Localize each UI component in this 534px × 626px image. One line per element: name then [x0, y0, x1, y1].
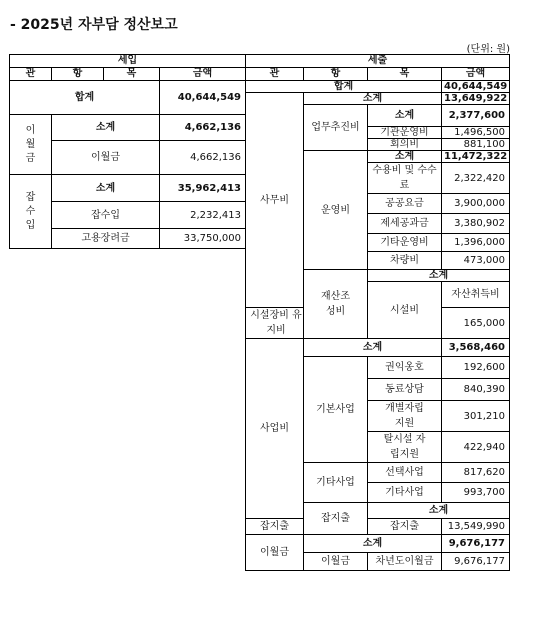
col-hang: 항: [52, 68, 104, 81]
office-subtotal-label: 소계: [304, 93, 442, 105]
col-gwan: 관: [246, 68, 304, 81]
income-subsidy-amount: 33,750,000: [160, 229, 246, 249]
asset-item: 자산취득비: [442, 282, 510, 308]
income-misc-subtotal: 35,962,413: [160, 175, 246, 202]
asset-item-amount: 165,000: [442, 308, 510, 339]
op-item-amount: 3,900,000: [442, 194, 510, 214]
income-misc-subtotal-label: 소계: [52, 175, 160, 202]
other-item: 기타사업: [368, 483, 442, 503]
income-carry-subtotal-label: 소계: [52, 115, 160, 141]
op-item: 기타운영비: [368, 234, 442, 252]
income-misc-gwan: 잡수입: [10, 175, 52, 249]
report-title: - 2025년 자부담 정산보고: [10, 17, 178, 33]
op-hang: 운영비: [304, 151, 368, 270]
income-carry-subtotal: 4,662,136: [160, 115, 246, 141]
misc-subtotal-label: 소계: [368, 503, 510, 519]
biz-subtotal-label: 소계: [368, 105, 442, 127]
carry-subtotal-label: 소계: [304, 535, 442, 553]
expense-total-amount: 40,644,549: [442, 81, 510, 93]
other-hang: 기타사업: [304, 463, 368, 503]
income-subsidy-item: 고용장려금: [52, 229, 160, 249]
col-mok: 목: [368, 68, 442, 81]
biz-item: 기관운영비: [368, 127, 442, 139]
asset-subtotal-label: 소계: [368, 270, 510, 282]
other-item-amount: 993,700: [442, 483, 510, 503]
op-item-amount: 1,396,000: [442, 234, 510, 252]
office-subtotal: 13,649,922: [442, 93, 510, 105]
biz-hang: 업무추진비: [304, 105, 368, 151]
carry-gwan: 이월금: [246, 535, 304, 571]
misc-item-amount: 13,549,990: [442, 519, 510, 535]
col-amount: 금액: [160, 68, 246, 81]
op-item: 제세공과금: [368, 214, 442, 234]
biz-item: 회의비: [368, 139, 442, 151]
income-misc-item: 잡수입: [52, 202, 160, 229]
asset-item: 시설장비 유지비: [246, 308, 304, 339]
op-subtotal-label: 소계: [368, 151, 442, 163]
basic-item-amount: 840,390: [442, 379, 510, 401]
misc-gwan: 잡지출: [304, 503, 368, 535]
carry-item: 차년도이월금: [368, 553, 442, 571]
biz-item-amount: 881,100: [442, 139, 510, 151]
office-gwan: 사무비: [246, 93, 304, 308]
col-hang: 항: [304, 68, 368, 81]
project-subtotal: 3,568,460: [442, 339, 510, 357]
basic-item: 권익옹호: [368, 357, 442, 379]
income-header: 세입: [10, 55, 246, 68]
misc-hang: 잡지출: [246, 519, 304, 535]
misc-item: 잡지출: [368, 519, 442, 535]
op-item: 차량비: [368, 252, 442, 270]
biz-subtotal: 2,377,600: [442, 105, 510, 127]
col-mok: 목: [104, 68, 160, 81]
income-total-amount: 40,644,549: [160, 81, 246, 115]
income-carry-item: 이월금: [52, 141, 160, 175]
carry-item-amount: 9,676,177: [442, 553, 510, 571]
expense-table: [245, 54, 510, 571]
other-item: 선택사업: [368, 463, 442, 483]
basic-item: 동료상담: [368, 379, 442, 401]
op-item-amount: 2,322,420: [442, 163, 510, 194]
unit-label: (단위: 원): [466, 44, 510, 55]
expense-total-label: 합계: [246, 81, 442, 93]
income-total-label: 합계: [10, 81, 160, 115]
basic-item: 개별자립 지원: [368, 401, 442, 432]
project-gwan: 사업비: [246, 339, 304, 519]
col-gwan: 관: [10, 68, 52, 81]
expense-header: 세출: [246, 55, 510, 68]
op-item-amount: 473,000: [442, 252, 510, 270]
op-item: 공공요금: [368, 194, 442, 214]
basic-item-amount: 301,210: [442, 401, 510, 432]
op-subtotal: 11,472,322: [442, 151, 510, 163]
op-item: 수용비 및 수수료: [368, 163, 442, 194]
asset-hang: 시설비: [368, 282, 442, 339]
other-item-amount: 817,620: [442, 463, 510, 483]
project-subtotal-label: 소계: [304, 339, 442, 357]
basic-item-amount: 422,940: [442, 432, 510, 463]
basic-item: 탈시설 자립지원: [368, 432, 442, 463]
income-carry-gwan: 이월금: [10, 115, 52, 175]
income-carry-item-amount: 4,662,136: [160, 141, 246, 175]
basic-hang: 기본사업: [304, 357, 368, 463]
income-table: [9, 54, 246, 249]
op-item-amount: 3,380,902: [442, 214, 510, 234]
carry-hang: 이월금: [304, 553, 368, 571]
col-amount: 금액: [442, 68, 510, 81]
basic-item-amount: 192,600: [442, 357, 510, 379]
income-misc-item-amount: 2,232,413: [160, 202, 246, 229]
biz-item-amount: 1,496,500: [442, 127, 510, 139]
carry-subtotal: 9,676,177: [442, 535, 510, 553]
asset-gwan: 재산조성비: [304, 270, 368, 339]
